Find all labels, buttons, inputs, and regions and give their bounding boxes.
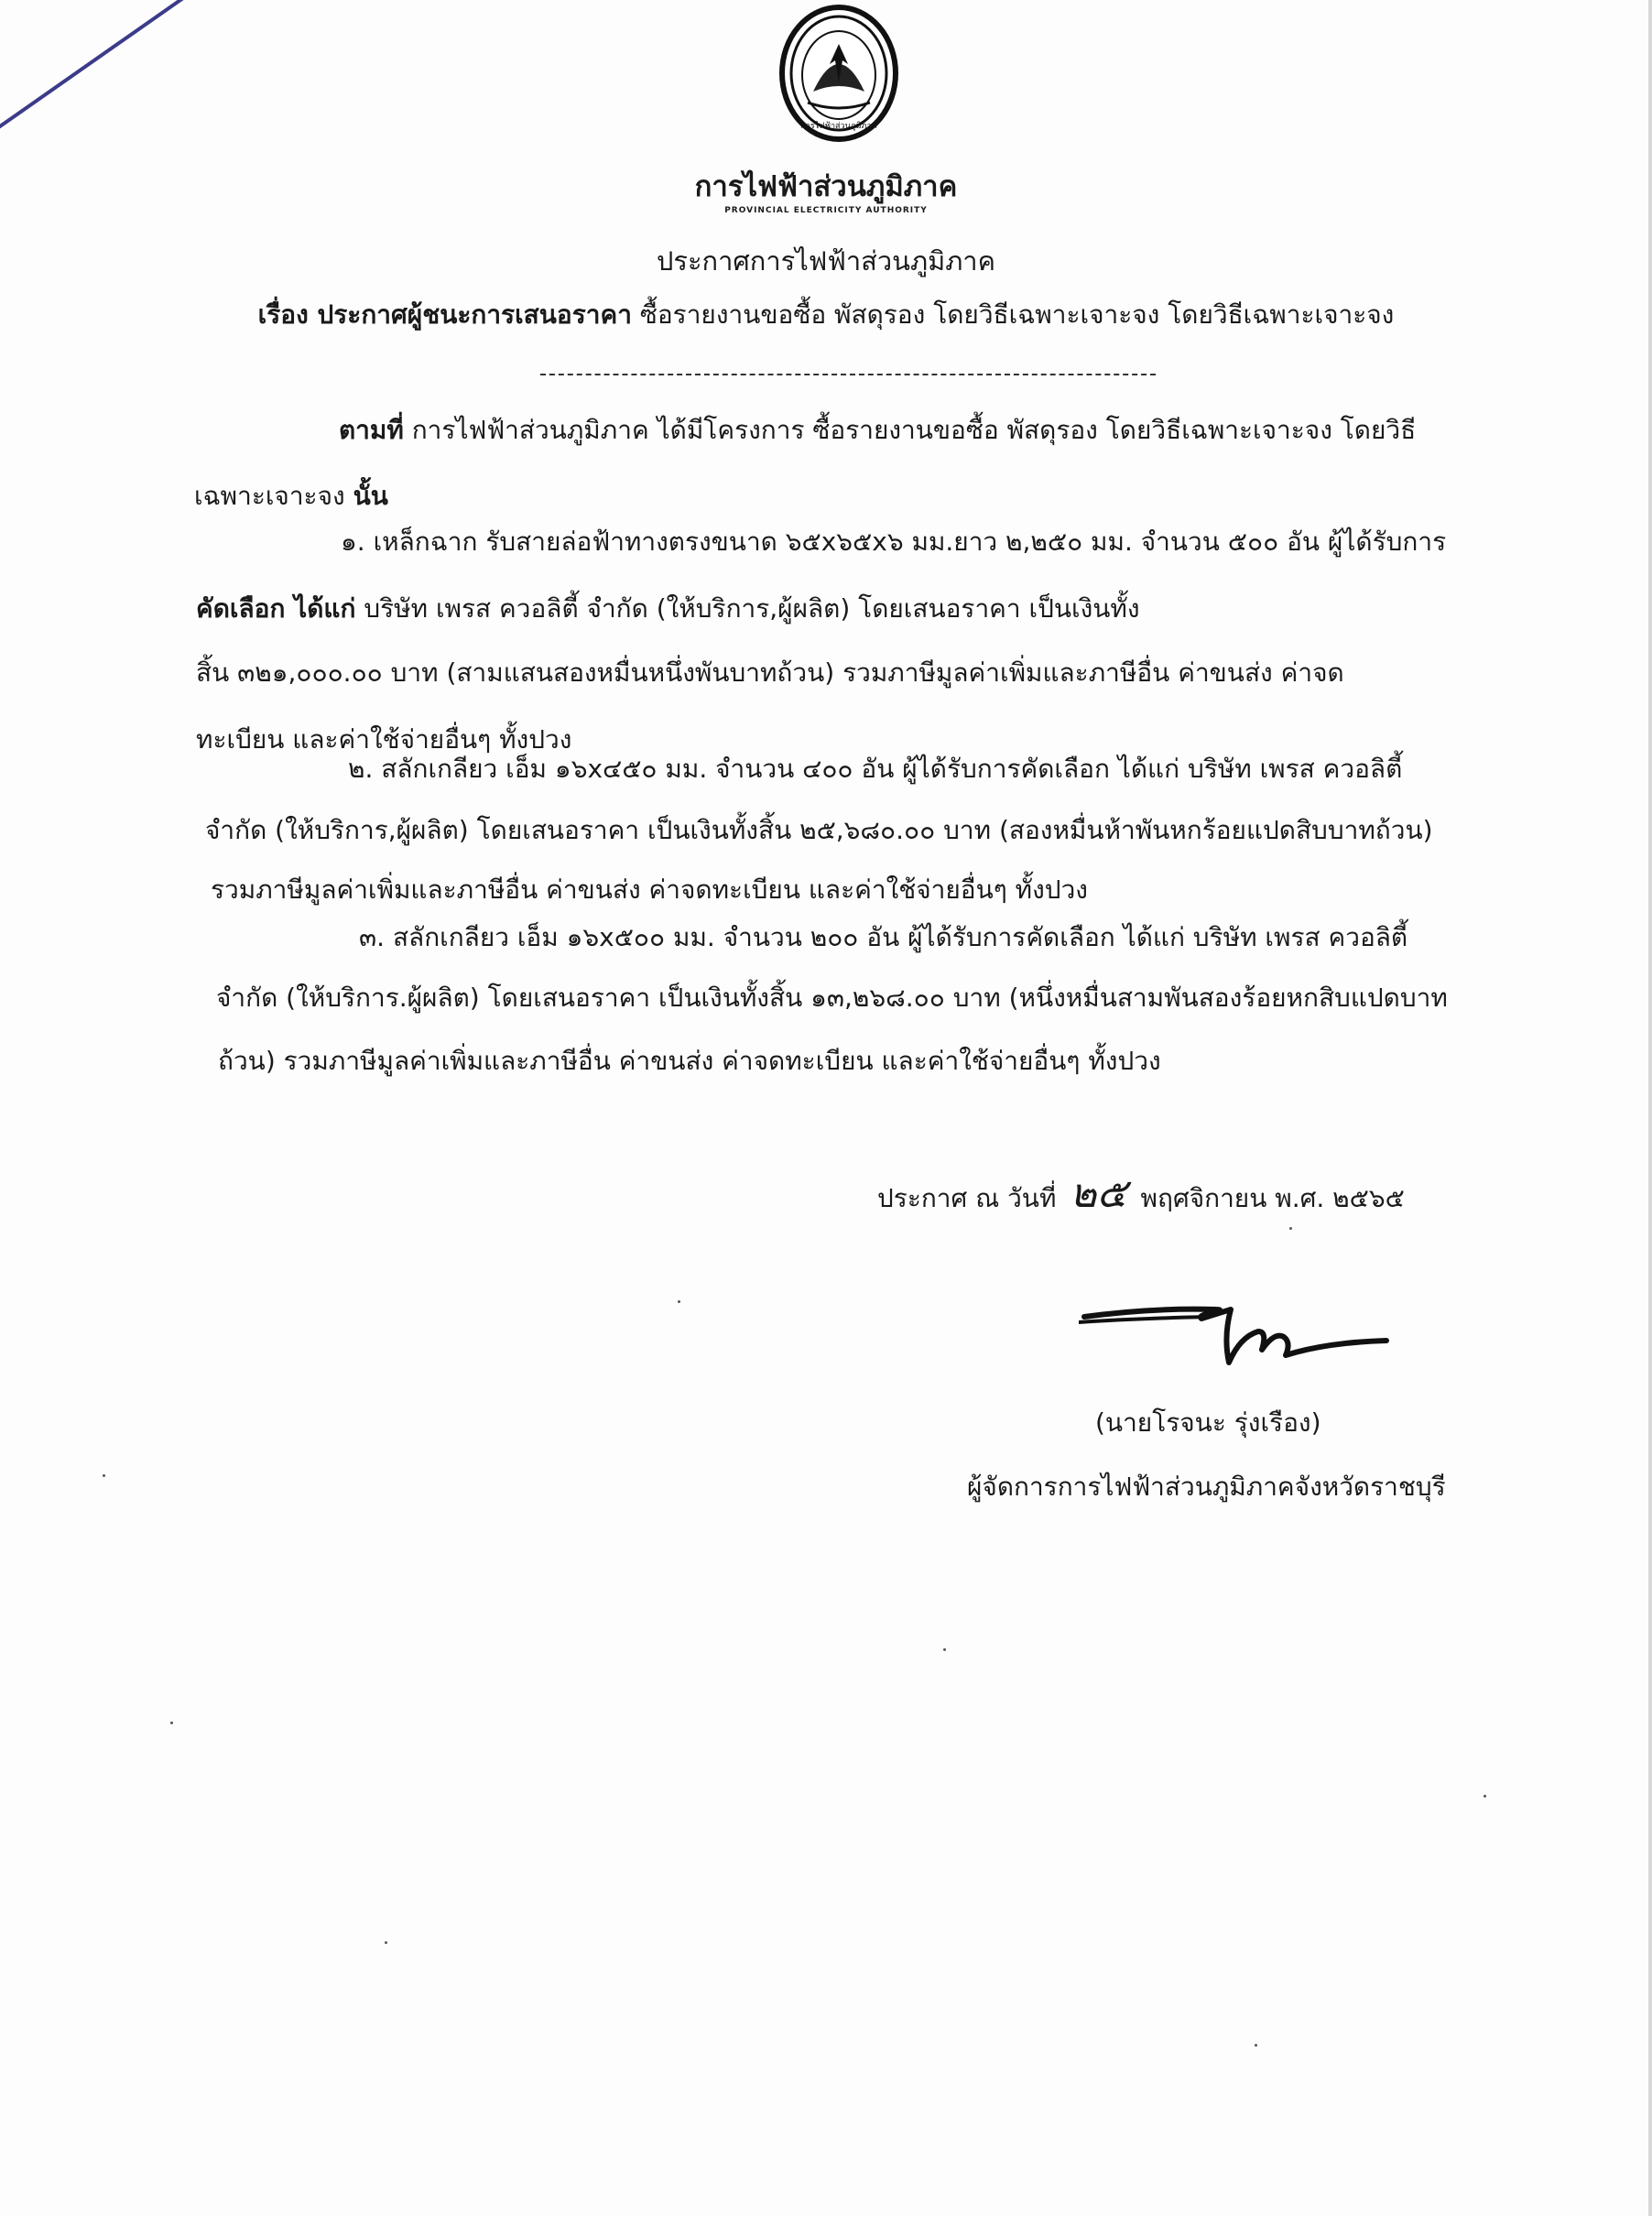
item2-line-3: รวมภาษีมูลค่าเพิ่มและภาษีอื่น ค่าขนส่ง ค่าจดทะเบียน และค่าใช้จ่ายอื่นๆ ทั้งปวง — [211, 874, 1088, 905]
item1-line-4: ทะเบียน และค่าใช้จ่ายอื่นๆ ทั้งปวง — [196, 724, 572, 755]
item1-line-3: สิ้น ๓๒๑,๐๐๐.๐๐ บาท (สามแสนสองหมื่นหนึ่งพันบาทถ้วน) รวมภาษีมูลค่าเพิ่มและภาษีอื่น ค่าขนส่ง ค่าจด — [196, 657, 1344, 688]
date-day-handwritten: ๒๕ — [1070, 1170, 1127, 1217]
item3-line-3: ถ้วน) รวมภาษีมูลค่าเพิ่มและภาษีอื่น ค่าขนส่ง ค่าจดทะเบียน และค่าใช้จ่ายอื่นๆ ทั้งปวง — [218, 1046, 1161, 1076]
org-name-thai: การไฟฟ้าส่วนภูมิภาค — [694, 170, 958, 203]
item1-line-2 — [196, 589, 1140, 629]
announcement-date — [877, 1161, 1405, 1225]
logo-seal-text: การไฟฟ้าส่วนภูมิภาค — [800, 122, 877, 131]
item1-line-1: ๑. เหล็กฉาก รับสายล่อฟ้าทางตรงขนาด ๖๕x๖๕x๖ มม.ยาว ๒,๒๕๐ มม. จำนวน ๕๐๐ อัน ผู้ได้รับการ — [341, 527, 1447, 557]
item1-selected-label: คัดเลือก ได้แก่ — [196, 593, 356, 624]
scan-speck — [170, 1722, 173, 1724]
item1-text-2: บริษัท เพรส ควอลิตี้ จำกัด (ให้บริการ,ผู้ผลิต) โดยเสนอราคา เป็นเงินทั้ง — [355, 593, 1140, 624]
subject-text: ซื้อรายงานขอซื้อ พัสดุรอง โดยวิธีเฉพาะเจาะจง โดยวิธีเฉพาะเจาะจง — [631, 299, 1395, 330]
pea-logo-icon — [777, 0, 901, 147]
item3-line-2: จำกัด (ให้บริการ.ผู้ผลิต) โดยเสนอราคา เป็นเงินทั้งสิ้น ๑๓,๒๖๘.๐๐ บาท (หนึ่งหมื่นสามพันสองร้อยหกสิบแปดบาท — [216, 983, 1448, 1013]
announcement-title: ประกาศการไฟฟ้าส่วนภูมิภาค — [656, 245, 995, 277]
intro-line-1 — [339, 410, 1416, 451]
divider-line — [540, 374, 1156, 375]
item2-line-1: ๒. สลักเกลียว เอ็ม ๑๖x๔๕๐ มม. จำนวน ๔๐๐ อัน ผู้ได้รับการคัดเลือก ได้แก่ บริษัท เพรส ควอลิตี้ — [348, 754, 1403, 784]
scan-speck — [678, 1300, 680, 1303]
scan-corner-line — [0, 0, 267, 141]
subject-label: เรื่อง ประกาศผู้ชนะการเสนอราคา — [257, 299, 632, 330]
scan-speck — [385, 1941, 387, 1944]
intro-end: นั้น — [353, 481, 388, 511]
intro-label: ตามที่ — [339, 415, 404, 445]
scan-speck — [103, 1474, 105, 1477]
scan-speck — [943, 1648, 946, 1651]
subject-line — [0, 295, 1652, 335]
org-name-english: PROVINCIAL ELECTRICITY AUTHORITY — [724, 206, 928, 215]
date-prefix: ประกาศ ณ วันที่ — [877, 1183, 1057, 1213]
signer-name: (นายโรจนะ รุ่งเรือง) — [1095, 1407, 1321, 1438]
item2-line-2: จำกัด (ให้บริการ,ผู้ผลิต) โดยเสนอราคา เป็นเงินทั้งสิ้น ๒๕,๖๘๐.๐๐ บาท (สองหมื่นห้าพันหกร้อยแปดสิบบาทถ้วน) — [205, 815, 1433, 845]
intro-line-2 — [194, 476, 388, 516]
scan-speck — [1255, 2044, 1257, 2047]
intro-text-2: เฉพาะเจาะจง — [194, 481, 353, 511]
scan-speck — [1484, 1795, 1486, 1798]
date-suffix: พฤศจิกายน พ.ศ. ๒๕๖๕ — [1140, 1183, 1405, 1213]
signature-icon — [1079, 1282, 1390, 1374]
intro-text-1: การไฟฟ้าส่วนภูมิภาค ได้มีโครงการ ซื้อรายงานขอซื้อ พัสดุรอง โดยวิธีเฉพาะเจาะจง โดยวิธี — [403, 415, 1417, 445]
signer-title: ผู้จัดการการไฟฟ้าส่วนภูมิภาคจังหวัดราชบุรี — [967, 1472, 1446, 1502]
item3-line-1: ๓. สลักเกลียว เอ็ม ๑๖x๕๐๐ มม. จำนวน ๒๐๐ อัน ผู้ได้รับการคัดเลือก ได้แก่ บริษัท เพรส ควอลิตี้ — [359, 922, 1408, 952]
scan-speck — [1289, 1227, 1292, 1230]
